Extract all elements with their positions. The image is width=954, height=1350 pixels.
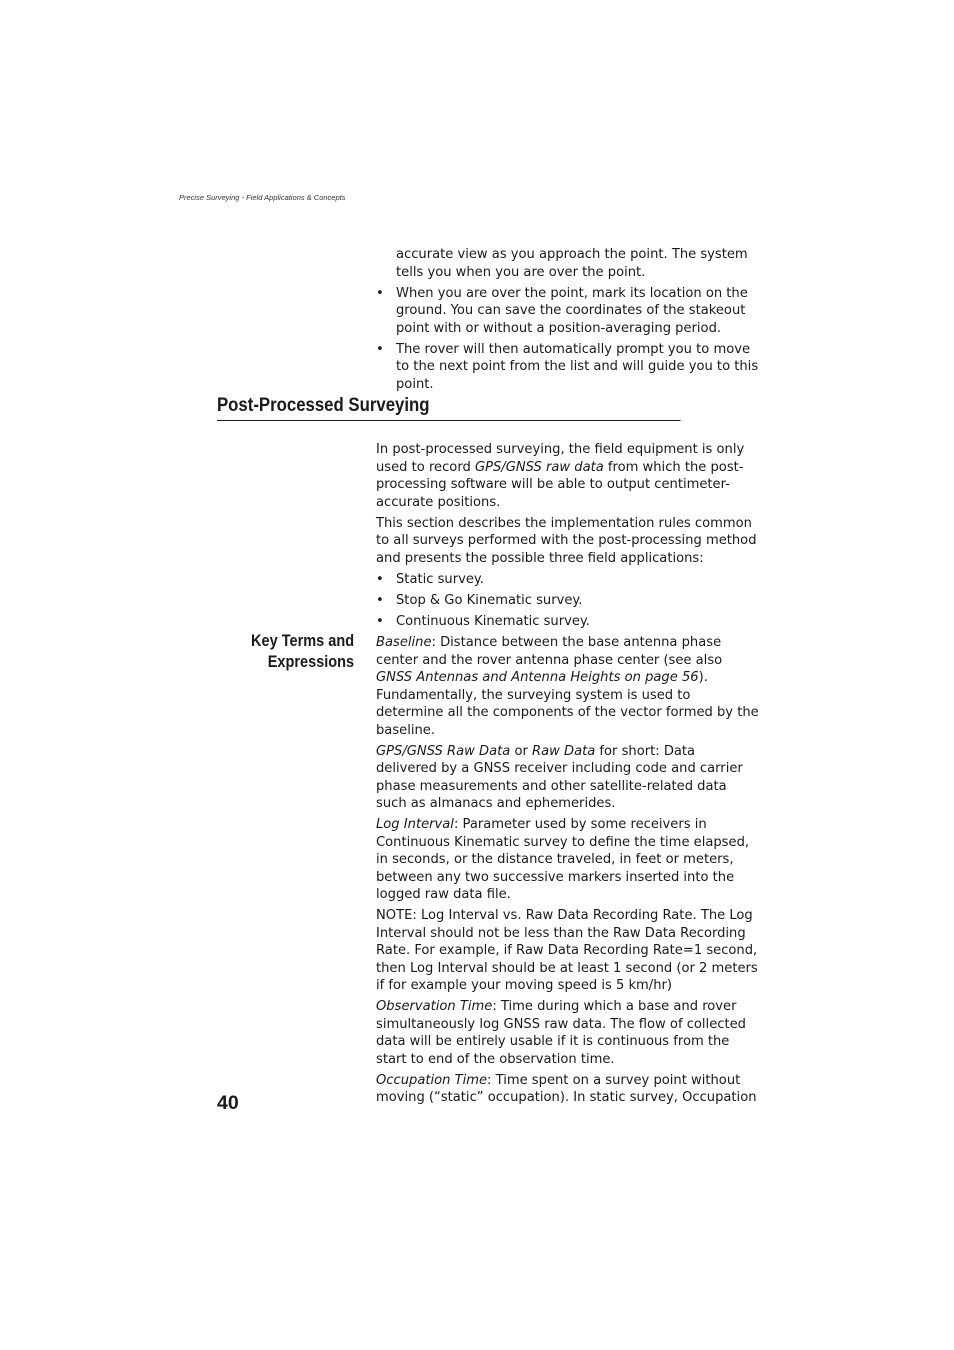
key-terms-definitions — [376, 634, 760, 1110]
running-header: Precise Surveying - Field Applications & Concepts — [179, 193, 346, 202]
list-item: • When you are over the point, mark its location on the ground. You can save the coordinates of the stakeout point with or without a position-averaging period. — [376, 285, 760, 338]
key-terms-heading: Key Terms and Expressions — [250, 632, 354, 671]
page-number: 40 — [217, 1092, 239, 1114]
definition-baseline: Baseline: Distance between the base antenna phase center and the rover antenna phase center (see also GNSS Antennas and Antenna Heights on page 56). Fundamentally, the surveying system is used to determine all the components of the vector formed by the baseline. — [376, 635, 759, 738]
definition-raw-data: GPS/GNSS Raw Data or Raw Data for short: Data delivered by a GNSS receiver including code and carrier phase measurements and other satellite-related data such as almanacs and ephemerides. — [376, 743, 743, 811]
field-applications-list — [376, 571, 760, 631]
continued-bullet-text: accurate view as you approach the point. The system tells you when you are over the point. — [396, 247, 748, 280]
intro-paragraph-2: This section describes the implementation rules common to all surveys performed with the post-processing method and presents the possible three field applications: — [376, 515, 757, 566]
list-item: • Static survey. — [376, 571, 760, 589]
definition-observation-time: Observation Time: Time during which a base and rover simultaneously log GNSS raw data. The flow of collected data will be entirely usable if it is continuous from the start to end of the observation time. — [376, 999, 746, 1067]
list-item: • Stop & Go Kinematic survey. — [376, 592, 760, 610]
note-paragraph: NOTE: Log Interval vs. Raw Data Recording Rate. The Log Interval should not be less than the Raw Data Recording Rate. For example, if Raw Data Recording Rate=1 second, then Log Interval should be at least 1 second (or 2 meters if for example your moving speed is 5 km/hr) — [376, 908, 758, 993]
list-item: • The rover will then automatically prompt you to move to the next point from the list and will guide you to this point. — [376, 341, 760, 394]
cross-reference: GNSS Antennas and Antenna Heights on page 56 — [376, 670, 699, 685]
section-intro — [376, 441, 760, 634]
section-title: Post-Processed Surveying — [217, 393, 681, 421]
top-bullet-list — [376, 285, 760, 394]
intro-paragraph: In post-processed surveying, the field equipment is only used to record GPS/GNSS raw data from which the post-processing software will be able to output centimeter-accurate positions. — [376, 442, 745, 510]
top-text-block — [376, 246, 760, 397]
term-raw-data: GPS/GNSS raw data — [474, 459, 604, 475]
definition-log-interval: Log Interval: Parameter used by some receivers in Continuous Kinematic survey to define the time elapsed, in seconds, or the distance traveled, in feet or meters, between any two successive markers inserted into the logged raw data file. — [376, 817, 750, 902]
definition-occupation-time: Occupation Time: Time spent on a survey point without moving (“static” occupation). In static survey, Occupation — [376, 1072, 757, 1105]
list-item: • Continuous Kinematic survey. — [376, 613, 760, 631]
